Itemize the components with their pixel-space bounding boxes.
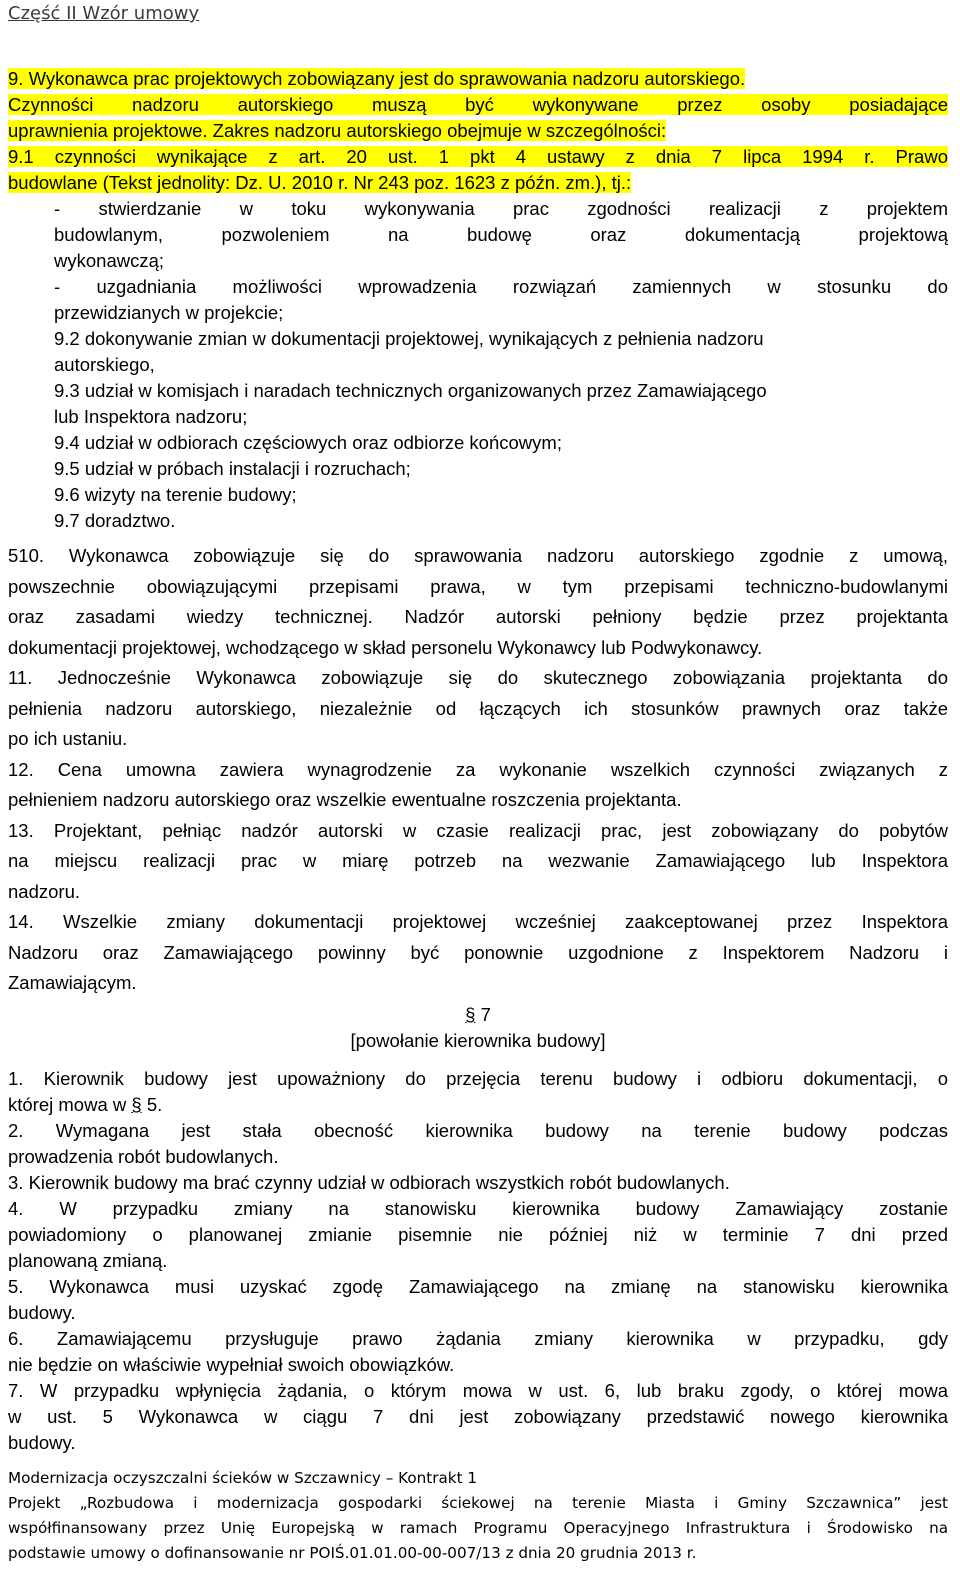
page-header-title: Część II Wzór umowy: [8, 3, 200, 24]
paragraph-line: wykonawczą;: [54, 250, 165, 271]
paragraph-line: powiadomiony o planowanej zmianie pisemnie nie później niż w terminie 7 dni przed: [8, 1224, 948, 1245]
paragraph-line: prowadzenia robót budowlanych.: [8, 1146, 279, 1167]
paragraph-line: - stwierdzanie w toku wykonywania prac zgodności realizacji z projektem: [54, 198, 948, 219]
paragraph-line: 12. Cena umowna zawiera wynagrodzenie za wykonanie wszelkich czynności związanych z: [8, 758, 948, 780]
page-footer: [8, 1466, 948, 1566]
paragraph-line: oraz zasadami wiedzy technicznej. Nadzór autorski pełniony będzie przez projektanta: [8, 606, 948, 627]
paragraph-line: przewidzianych w projekcie;: [54, 302, 284, 323]
paragraph-line: powszechnie obowiązującymi przepisami prawa, w tym przepisami techniczno-budowlanymi: [8, 575, 948, 597]
paragraph-line: 9.1 czynności wynikające z art. 20 ust. 1 pkt 4 ustawy z dnia 7 lipca 1994 r. Prawo: [8, 146, 948, 167]
paragraph-line: 9.2 dokonywanie zmian w dokumentacji projektowej, wynikających z pełnienia nadzoru: [54, 328, 764, 349]
paragraph-line: 4. W przypadku zmiany na stanowisku kierownika budowy Zamawiający zostanie: [8, 1198, 948, 1219]
paragraph-line: nie będzie on właściwie wypełniał swoich obowiązków.: [8, 1354, 455, 1375]
paragraph-line: 9. Wykonawca prac projektowych zobowiązany jest do sprawowania nadzoru autorskiego.: [8, 68, 746, 89]
footer-line: Modernizacja oczyszczalni ścieków w Szczawnicy – Kontrakt 1: [8, 1469, 478, 1487]
footer-line: Projekt „Rozbudowa i modernizacja gospodarki ściekowej na terenie Miasta i Gminy Szczawnica” jest: [8, 1494, 948, 1512]
paragraph-line: 9.4 udział w odbiorach częściowych oraz odbiorze końcowym;: [54, 432, 562, 453]
paragraph-line: pełnienia nadzoru autorskiego, niezależnie od łączących ich stosunków prawnych oraz także: [8, 697, 948, 719]
section-title: [powołanie kierownika budowy]: [350, 1030, 606, 1051]
paragraph-line: budowlanym, pozwoleniem na budowę oraz dokumentacją projektową: [54, 224, 948, 245]
paragraph-line: uprawnienia projektowe. Zakres nadzoru autorskiego obejmuje w szczególności:: [8, 120, 667, 141]
paragraph-line: 7. W przypadku wpłynięcia żądania, o którym mowa w ust. 6, lub braku zgody, o której mowa: [8, 1380, 948, 1401]
paragraph-line: dokumentacji projektowej, wchodzącego w skład personelu Wykonawcy lub Podwykonawcy.: [8, 636, 763, 658]
paragraph-line: 13. Projektant, pełniąc nadzór autorski w czasie realizacji prac, jest zobowiązany do pobytów: [8, 819, 948, 841]
paragraph-line: Nadzoru oraz Zamawiającego powinny być ponownie uzgodnione z Inspektorem Nadzoru i: [8, 941, 948, 963]
paragraph-line: 9.6 wizyty na terenie budowy;: [54, 484, 297, 505]
paragraph-line: lub Inspektora nadzoru;: [54, 406, 248, 427]
paragraph-line: Zamawiającym.: [8, 972, 137, 993]
paragraph-line: Czynności nadzoru autorskiego muszą być wykonywane przez osoby posiadające: [8, 94, 948, 115]
paragraph-line: budowy.: [8, 1302, 76, 1323]
paragraph-line: pełnieniem nadzoru autorskiego oraz wszelkie ewentualne roszczenia projektanta.: [8, 789, 682, 810]
paragraph-line: w ust. 5 Wykonawca w ciągu 7 dni jest zobowiązany przedstawić nowego kierownika: [8, 1406, 948, 1427]
paragraph-line: 9.7 doradztwo.: [54, 510, 176, 531]
paragraph-line: 510. Wykonawca zobowiązuje się do sprawowania nadzoru autorskiego zgodnie z umową,: [8, 545, 948, 566]
paragraph-line: 9.3 udział w komisjach i naradach technicznych organizowanych przez Zamawiającego: [54, 380, 767, 401]
paragraph-line: 5. Wykonawca musi uzyskać zgodę Zamawiającego na zmianę na stanowisku kierownika: [8, 1276, 948, 1297]
paragraph-line: - uzgadniania możliwości wprowadzenia rozwiązań zamiennych w stosunku do: [54, 276, 948, 297]
paragraph-line: autorskiego,: [54, 354, 155, 375]
paragraph-line: budowlane (Tekst jednolity: Dz. U. 2010 r. Nr 243 poz. 1623 z późn. zm.), tj.:: [8, 172, 632, 193]
paragraph-line: 6. Zamawiającemu przysługuje prawo żądania zmiany kierownika w przypadku, gdy: [8, 1328, 948, 1349]
paragraph-line: 1. Kierownik budowy jest upoważniony do przejęcia terenu budowy i odbioru dokumentacji, o: [8, 1068, 948, 1089]
paragraph-line: 9.5 udział w próbach instalacji i rozruchach;: [54, 458, 411, 479]
paragraph-line: której mowa w § 5.: [8, 1094, 163, 1115]
section-number: 7: [480, 1004, 491, 1025]
paragraph-line: planowaną zmianą.: [8, 1250, 168, 1271]
paragraph-line: 14. Wszelkie zmiany dokumentacji projektowej wcześniej zaakceptowanej przez Inspektora: [8, 911, 948, 932]
section-7: [8, 1002, 948, 1456]
paragraph-line: na miejscu realizacji prac w miarę potrzeb na wezwanie Zamawiającego lub Inspektora: [8, 850, 948, 871]
paragraph-line: 3. Kierownik budowy ma brać czynny udział w odbiorach wszystkich robót budowlanych.: [8, 1172, 730, 1193]
obligations-section: [8, 541, 948, 999]
highlighted-section: [8, 66, 948, 534]
footer-line: podstawie umowy o dofinansowanie nr POIŚ.01.01.00-00-007/13 z dnia 20 grudnia 2013 r.: [8, 1544, 697, 1562]
paragraph-line: po ich ustaniu.: [8, 728, 128, 749]
footer-line: współfinansowany przez Unię Europejską w ramach Programu Operacyjnego Infrastruktura i Środowisko na: [8, 1519, 948, 1537]
paragraph-line: budowy.: [8, 1432, 76, 1453]
section-heading: § 7: [465, 1004, 491, 1025]
paragraph-line: 11. Jednocześnie Wykonawca zobowiązuje się do skutecznego zobowiązania projektanta do: [8, 667, 948, 688]
paragraph-line: 2. Wymagana jest stała obecność kierownika budowy na terenie budowy podczas: [8, 1120, 948, 1141]
paragraph-line: nadzoru.: [8, 880, 80, 902]
